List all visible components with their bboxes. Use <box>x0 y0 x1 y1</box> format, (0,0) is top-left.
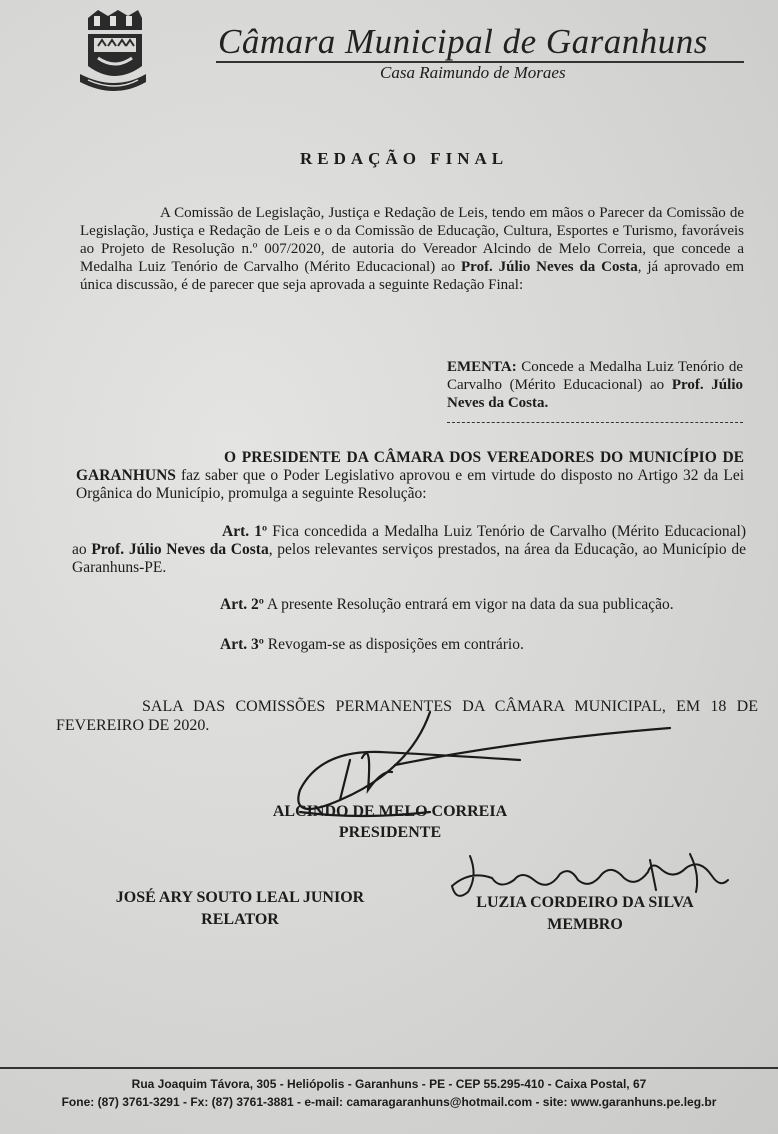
president-signatory-name: ALCINDO DE MELO CORREIA <box>272 803 508 820</box>
article-2 <box>220 596 674 614</box>
intro-text-1: A Comissão de Legislação, Justiça e Redação de Leis, tendo em mãos o Parecer da Comissão de Legislação, Justiça e Redação de Leis e o da Comissão de Educação, Cultura, Esportes e Turismo, favoráveis ao Projeto de Resolução n.º 007/2020, de autoria do Vereador Alcindo de Melo Correia, que concede a Medalha Luiz Tenório de Carvalho (Mérito Educacional) ao <box>80 205 744 275</box>
ementa-block <box>447 358 743 412</box>
article-1 <box>72 523 746 577</box>
intro-paragraph <box>80 204 744 294</box>
institution-title: Câmara Municipal de Garanhuns <box>218 22 708 61</box>
member-signature-icon <box>452 854 728 896</box>
ementa-honoree: Prof. Júlio Neves da Costa. <box>447 377 743 411</box>
article-2-label: Art. 2º <box>220 596 264 613</box>
article-3-label: Art. 3º <box>220 636 264 653</box>
ementa-divider <box>447 422 743 423</box>
footer-contact: Fone: (87) 3761-3291 - Fx: (87) 3761-3881 - e-mail: camaragaranhuns@hotmail.com - site: www.garanhuns.pe.leg.br <box>61 1095 717 1109</box>
footer-divider <box>0 1067 778 1069</box>
president-title: O PRESIDENTE DA CÂMARA DOS VEREADORES DO MUNICÍPIO DE GARANHUNS <box>76 449 744 484</box>
institution-subtitle: Casa Raimundo de Moraes <box>380 63 566 82</box>
closing-text: SALA DAS COMISSÕES PERMANENTES DA CÂMARA MUNICIPAL, EM 18 DE FEVEREIRO DE 2020. <box>56 698 758 734</box>
article-3 <box>220 636 524 654</box>
relator-signatory-role: RELATOR <box>201 911 279 928</box>
closing-statement <box>56 697 758 735</box>
president-signatory-role: PRESIDENTE <box>338 824 442 841</box>
promulgation-text: faz saber que o Poder Legislativo aprovou e em virtude do disposto no Artigo 32 da Lei Orgânica do Município, promulga a seguinte Resolução: <box>76 467 744 502</box>
promulgation-paragraph <box>76 449 744 503</box>
relator-signatory-name: JOSÉ ARY SOUTO LEAL JUNIOR <box>115 889 365 906</box>
article-2-text: A presente Resolução entrará em vigor na data da sua publicação. <box>263 596 674 613</box>
member-signatory-role: MEMBRO <box>547 916 623 933</box>
article-1-text: Fica concedida a Medalha Luiz Tenório de Carvalho (Mérito Educacional) ao <box>72 523 746 558</box>
document-heading: REDAÇÃO FINAL <box>300 149 509 168</box>
article-3-text: Revogam-se as disposições em contrário. <box>263 636 524 653</box>
footer-address: Rua Joaquim Távora, 305 - Heliópolis - Garanhuns - PE - CEP 55.295-410 - Caixa Postal, 67 <box>131 1077 647 1091</box>
article-1-label: Art. 1º <box>222 523 268 540</box>
member-signatory-name: LUZIA CORDEIRO DA SILVA <box>476 894 694 911</box>
intro-text-2: , já aprovado em única discussão, é de parecer que seja aprovada a seguinte Redação Final: <box>80 259 744 293</box>
honoree-name: Prof. Júlio Neves da Costa <box>461 259 638 275</box>
ementa-label: EMENTA: <box>447 359 517 375</box>
article-1-text-end: , pelos relevantes serviços prestados, na área da Educação, ao Município de Garanhuns-PE. <box>72 541 746 576</box>
ementa-text: Concede a Medalha Luiz Tenório de Carvalho (Mérito Educacional) ao <box>447 359 743 393</box>
article-1-honoree: Prof. Júlio Neves da Costa <box>91 541 269 558</box>
coat-of-arms-icon <box>74 8 152 102</box>
